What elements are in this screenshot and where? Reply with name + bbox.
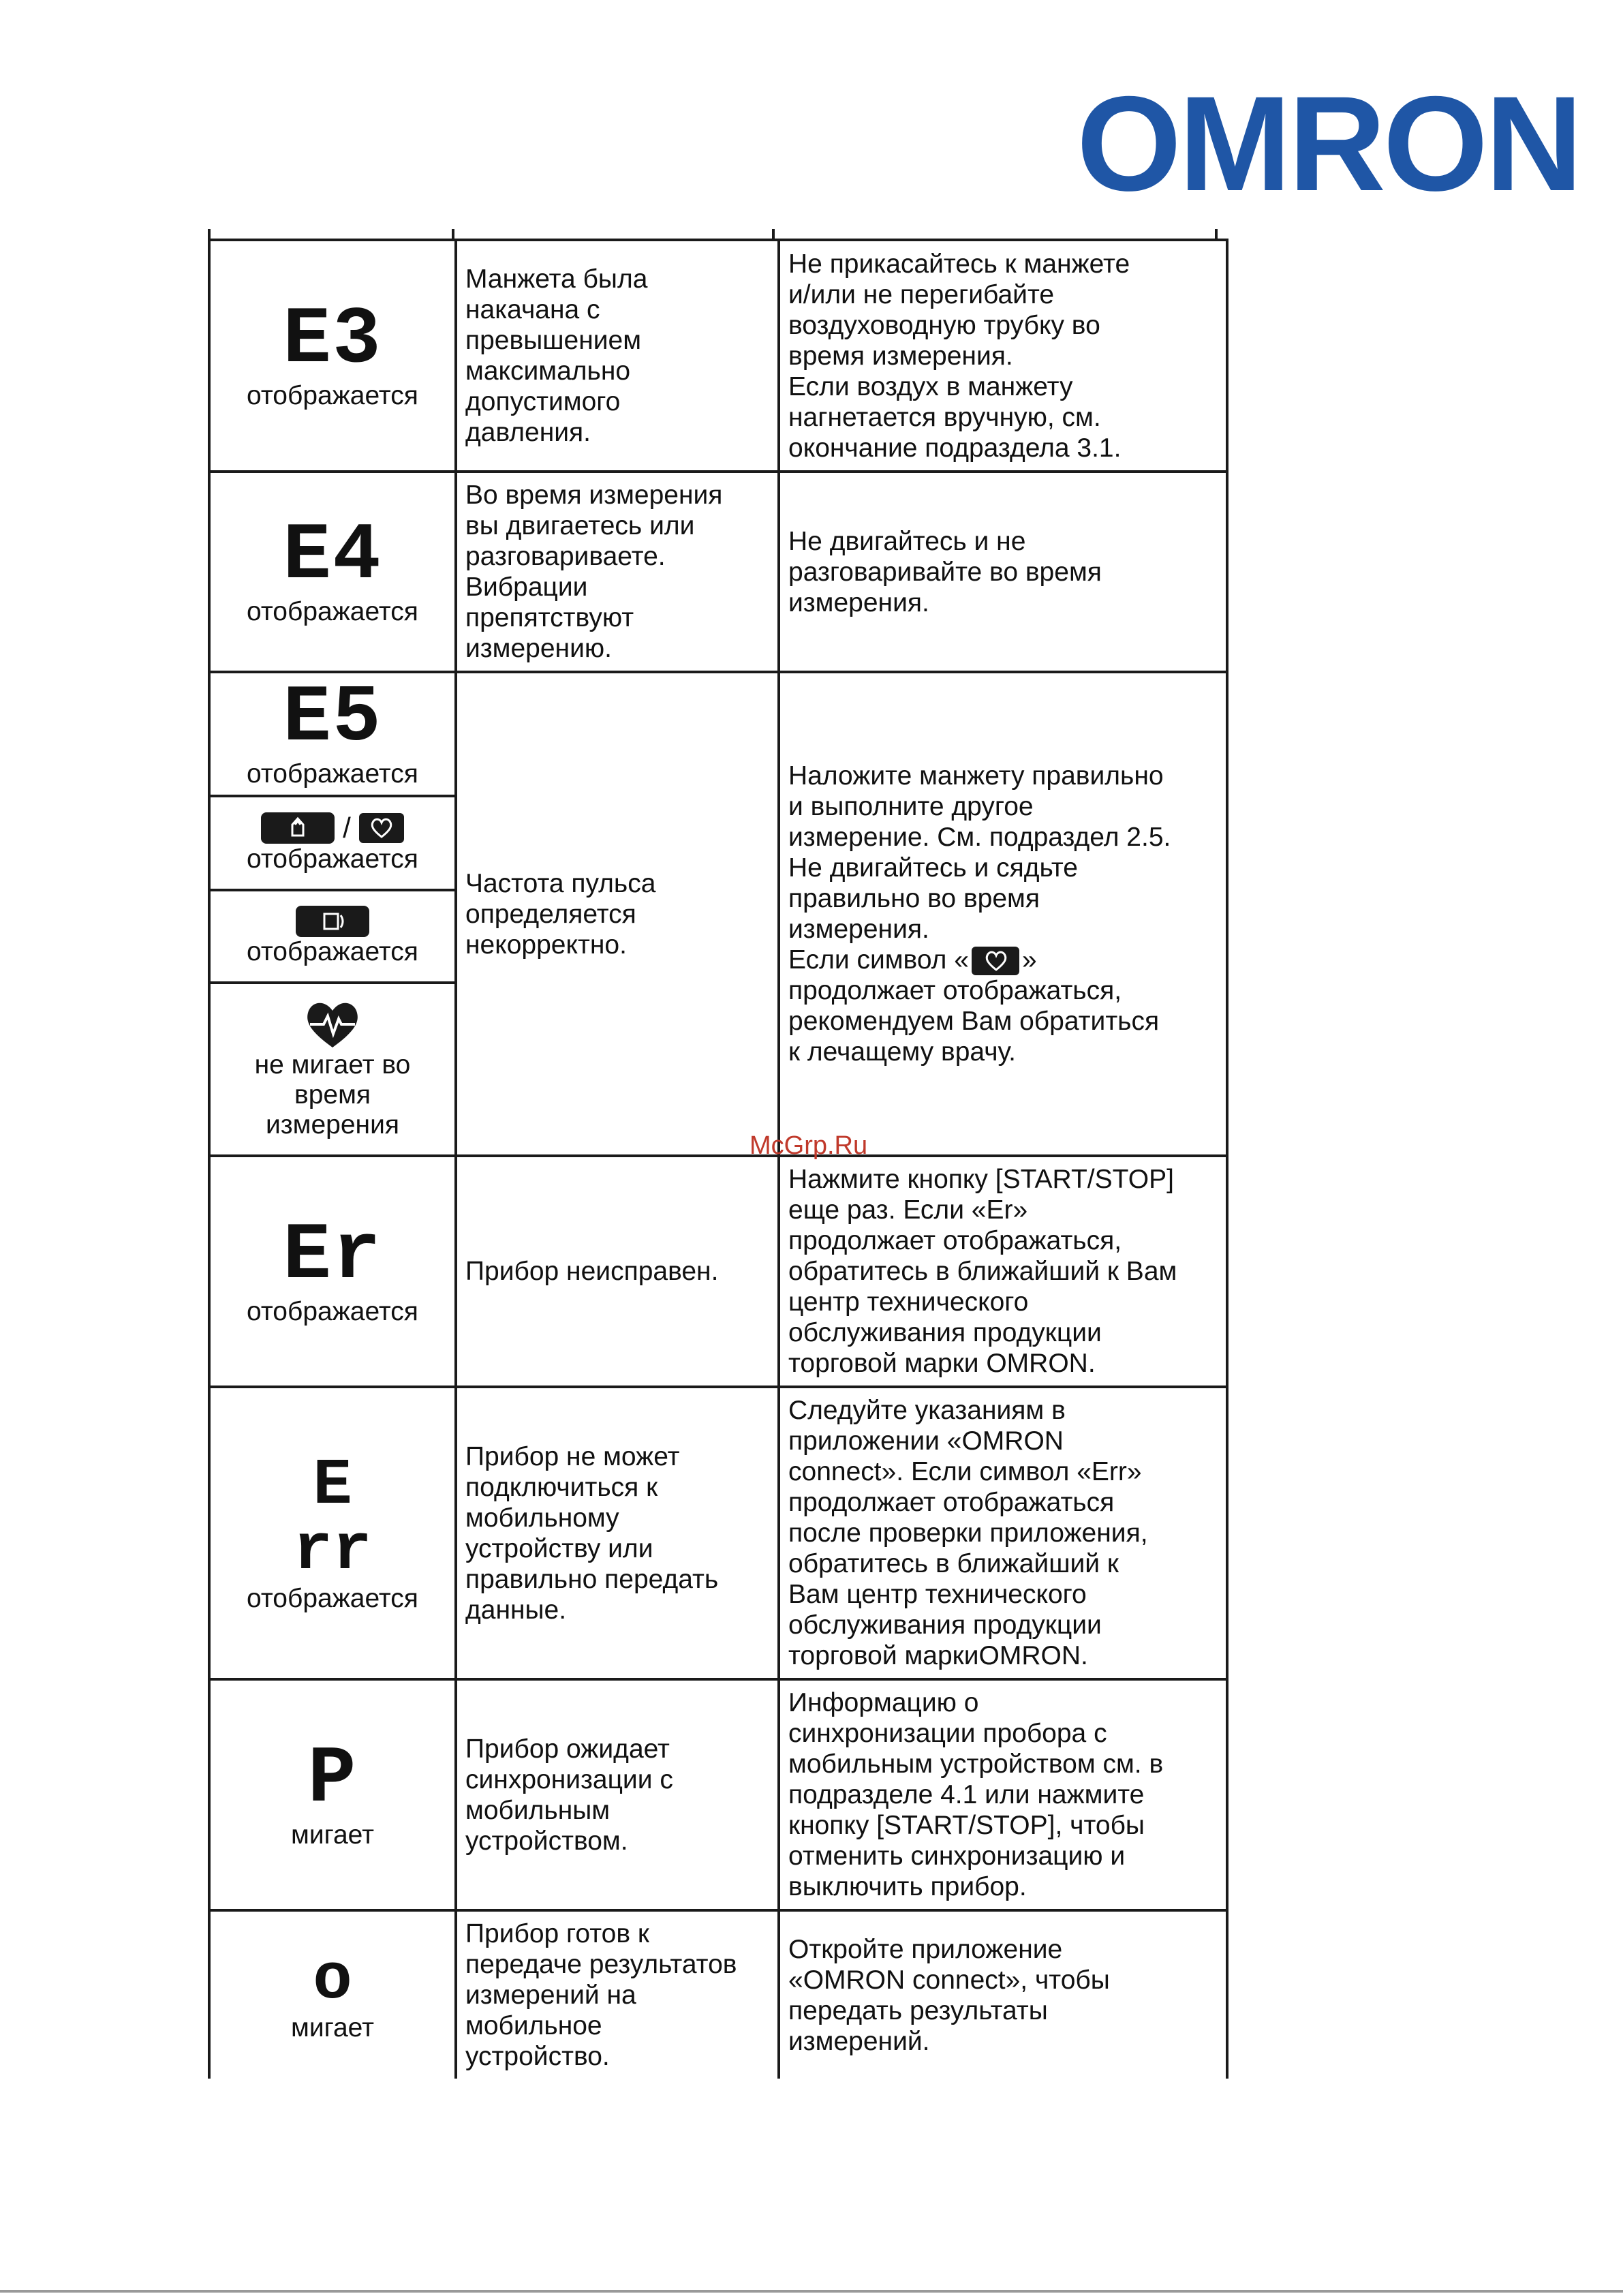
cause-text: Во время измерения вы двигаетесь или разговариваете. Вибрации препятствуют измерению.	[465, 480, 723, 663]
symbol-caption: мигает	[291, 2012, 374, 2042]
remedy-text	[780, 754, 1226, 1075]
remedy-cell	[779, 1679, 1227, 1910]
symbol-caption: отображается	[247, 381, 418, 410]
cause-cell	[456, 1679, 779, 1910]
remedy-text: Не прикасайтесь к манжете и/или не перегибайте воздуховодную трубку во время измерения. Если воздух в манжету нагнетается вручную, см. окончание подраздела 3.1.	[788, 249, 1130, 463]
cause-text: Частота пульса определяется некорректно.	[465, 868, 656, 960]
remedy-text-part2: » продолжает отображаться, рекомендуем Вам обратиться к лечащему врачу.	[788, 945, 1160, 1067]
irregular-heartbeat-icon	[972, 947, 1019, 975]
symbol-caption: отображается	[247, 937, 418, 966]
symbol-caption: мигает	[291, 1820, 374, 1850]
table-row	[209, 672, 1227, 1156]
error-symbol: o	[313, 1942, 352, 2017]
remedy-cell	[779, 1156, 1227, 1387]
remedy-text: Не двигайтесь и не разговаривайте во время измерения.	[788, 526, 1102, 617]
remedy-text-part1: Наложите манжету правильно и выполните другое измерение. См. подраздел 2.5. Не двигайтесь и сядьте правильно во время измерения. Если символ «	[788, 761, 1171, 975]
symbol-caption: отображается	[247, 759, 418, 789]
error-symbol-bottom: rr	[293, 1513, 372, 1588]
cause-cell	[456, 472, 779, 672]
table-row	[209, 472, 1227, 672]
display-cell	[209, 1156, 456, 1387]
symbol-caption: не мигает во время измерения	[254, 1050, 411, 1139]
remedy-cell	[779, 472, 1227, 672]
table-row	[209, 1910, 1227, 2079]
remedy-cell	[779, 1910, 1227, 2079]
symbol-caption: отображается	[247, 1583, 418, 1613]
sub-display-movement	[211, 891, 454, 984]
display-cell	[209, 1679, 456, 1910]
remedy-cell	[779, 672, 1227, 1156]
remedy-cell	[779, 240, 1227, 472]
symbol-caption: отображается	[247, 844, 418, 874]
table-row	[209, 1679, 1227, 1910]
display-cell	[209, 1387, 456, 1679]
error-symbol: P	[307, 1734, 358, 1825]
sub-display-pulse	[211, 984, 454, 1154]
cause-cell	[456, 1387, 779, 1679]
movement-error-icon	[296, 906, 369, 937]
cause-text: Манжета была накачана с превышением максимально допустимого давления.	[465, 264, 648, 447]
page-bottom-rule	[0, 2290, 1623, 2293]
remedy-text: Нажмите кнопку [START/STOP] еще раз. Если «Er» продолжает отображаться, обратитесь в ближайший к Вам центр технического обслуживания продукции торговой марки OMRON.	[788, 1165, 1177, 1378]
cause-cell	[456, 1156, 779, 1387]
omron-logo: OMRON	[1077, 68, 1580, 219]
table-row	[209, 240, 1227, 472]
display-cell	[209, 472, 456, 672]
cause-cell	[456, 672, 779, 1156]
cause-text: Прибор ожидает синхронизации с мобильным устройством.	[465, 1734, 673, 1856]
cuff-wrap-icon	[261, 812, 335, 844]
symbol-caption: отображается	[247, 597, 418, 626]
cause-text: Прибор неисправен.	[465, 1257, 719, 1286]
slash-separator: /	[343, 812, 351, 844]
cause-cell	[456, 1910, 779, 2079]
cause-text: Прибор готов к передаче результатов измерений на мобильное устройство.	[465, 1919, 737, 2071]
symbol-caption: отображается	[247, 1296, 418, 1326]
table-row	[209, 1387, 1227, 1679]
sub-display-e5	[211, 673, 454, 797]
error-symbol: Er	[283, 1210, 382, 1302]
remedy-cell	[779, 1387, 1227, 1679]
display-cell	[209, 1910, 456, 2079]
error-table	[208, 239, 1228, 2079]
cause-text: Прибор не может подключиться к мобильному устройству или правильно передать данные.	[465, 1441, 719, 1625]
error-symbol-top: E	[313, 1448, 352, 1522]
remedy-text: Информацию о синхронизации пробора с мобильным устройством см. в подразделе 4.1 или нажмите кнопку [START/STOP], чтобы отменить синхронизацию и выключить прибор.	[788, 1688, 1164, 1901]
table-row	[209, 1156, 1227, 1387]
display-cell	[209, 672, 456, 1156]
sub-display-cuff-heart	[211, 797, 454, 891]
error-symbol: E4	[283, 511, 382, 602]
remedy-text: Следуйте указаниям в приложении «OMRON connect». Если символ «Err» продолжает отображаться после проверки приложения, обратитесь в ближайший к Вам центр технического обслуживания продукции торговой маркиOMRON.	[788, 1396, 1148, 1670]
cause-cell	[456, 240, 779, 472]
error-symbol: E3	[283, 295, 382, 386]
irregular-heartbeat-icon	[359, 813, 404, 843]
error-symbol: E5	[283, 673, 382, 764]
display-cell	[209, 240, 456, 472]
heartbeat-icon	[303, 998, 362, 1050]
remedy-text: Откройте приложение «OMRON connect», чтобы передать результаты измерений.	[788, 1934, 1110, 2056]
watermark: McGrp.Ru	[749, 1131, 868, 1160]
